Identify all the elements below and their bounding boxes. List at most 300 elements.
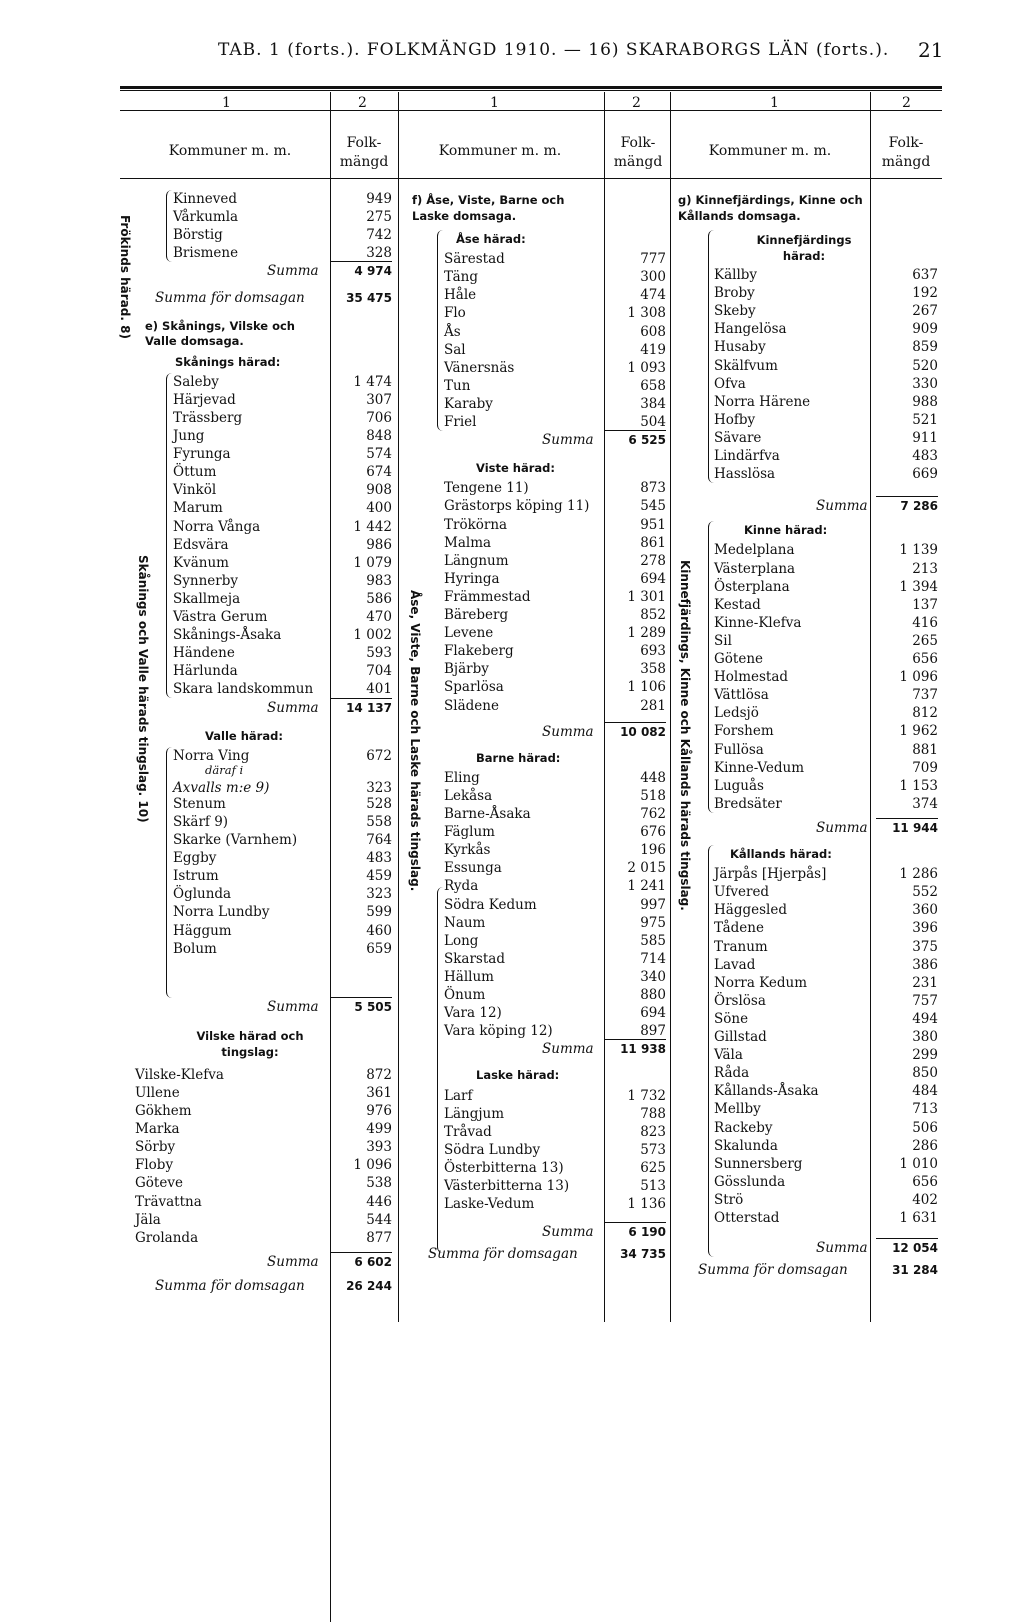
section-heading: e) Skånings, Vilske och Valle domsaga. [145, 318, 295, 348]
sum-row [440, 431, 666, 449]
commune-name: Jung [173, 428, 205, 444]
table-row [440, 497, 666, 515]
population-value: 1 136 [627, 1196, 666, 1213]
table-row [714, 1173, 938, 1191]
population-value: 483 [366, 850, 392, 867]
population-value: 265 [912, 632, 938, 649]
col-number: 2 [632, 95, 641, 111]
population-value: 949 [366, 191, 392, 207]
population-value: 307 [366, 391, 392, 408]
sum-rule [876, 496, 938, 497]
population-value: 499 [366, 1121, 392, 1138]
population-value: 393 [366, 1139, 392, 1156]
sum-rule [330, 997, 392, 998]
population-value: 709 [912, 759, 938, 776]
commune-name: Naum [444, 914, 486, 931]
sum-row [165, 262, 392, 280]
table-row [135, 1229, 392, 1247]
population-value: 396 [912, 920, 938, 937]
commune-name: Skånings-Åsaka [173, 627, 282, 644]
table-row [440, 323, 666, 341]
table-row [165, 849, 392, 867]
population-value: 951 [640, 516, 666, 533]
commune-name: Bjärby [444, 661, 489, 678]
commune-name: Täng [444, 269, 479, 286]
side-label-col1: Skånings och Valle härads tingslag. 10) [136, 555, 150, 823]
population-value: 877 [366, 1229, 392, 1246]
commune-name: Vättlösa [714, 687, 769, 704]
commune-name: Gökhem [135, 1103, 192, 1119]
commune-name: Skara landskommun [173, 681, 314, 698]
population-value: 267 [912, 303, 938, 320]
sum-row [165, 699, 392, 717]
table-row [714, 650, 938, 668]
population-value: 911 [912, 429, 938, 446]
commune-name: Bredsäter [714, 795, 782, 812]
sum-value: 4 974 [354, 264, 392, 279]
commune-name: Tråvad [444, 1123, 492, 1140]
table-row [714, 541, 938, 559]
commune-name: Flakeberg [444, 643, 514, 660]
population-value: 416 [912, 614, 938, 631]
commune-name: Jäla [135, 1211, 161, 1228]
population-value: 988 [912, 393, 938, 410]
table-row [165, 795, 392, 813]
table-row [714, 795, 938, 813]
population-value: 762 [640, 806, 666, 822]
table-row [714, 447, 938, 465]
commune-name: Önum [444, 987, 486, 1003]
population-value: 474 [640, 287, 666, 304]
commune-name: Strö [714, 1191, 744, 1208]
col-number: 1 [770, 95, 779, 111]
sum-value: 14 137 [346, 700, 392, 715]
commune-name: Fyrunga [173, 446, 231, 463]
table-row [440, 823, 666, 841]
domsaga-sum-row [428, 1245, 666, 1263]
table-row [165, 244, 392, 262]
commune-name: Gösslunda [714, 1173, 786, 1190]
table-row [440, 968, 666, 986]
table-row [440, 570, 666, 588]
population-value: 1 289 [627, 625, 666, 642]
commune-name: Hangelösa [714, 321, 787, 338]
commune-name: Eggby [173, 850, 217, 867]
table-row [440, 769, 666, 787]
commune-name: Skallmeja [173, 590, 241, 607]
table-row [440, 516, 666, 534]
sum-label: Summa [816, 1240, 868, 1257]
commune-name: Vilske-Klefva [135, 1066, 224, 1083]
table-row [165, 226, 392, 244]
sum-row [440, 1223, 666, 1241]
table-title: TAB. 1 (forts.). FOLKMÄNGD 1910. — 16) SKARABORGS LÄN (forts.). [218, 40, 890, 60]
section-heading: g) Kinnefjärdings, Kinne och Kållands domsaga. [678, 193, 863, 223]
commune-name: Husaby [714, 339, 766, 356]
commune-name: Söne [714, 1010, 749, 1027]
table-row [135, 1174, 392, 1192]
commune-name: Häggesled [714, 902, 787, 919]
population-value: 694 [640, 570, 666, 587]
commune-name: Örslösa [714, 992, 766, 1009]
commune-name: Slädene [444, 697, 499, 714]
population-value: 676 [640, 824, 666, 841]
table-row [440, 479, 666, 497]
sum-rule [876, 1238, 938, 1239]
commune-name: Skälfvum [714, 357, 778, 374]
commune-name: Trökörna [444, 516, 508, 533]
commune-name: Flo [444, 305, 466, 322]
table-row [714, 302, 938, 320]
commune-name: Södra Kedum [444, 896, 537, 913]
table-row [165, 409, 392, 427]
population-value: 300 [640, 269, 666, 286]
col-heading-pop: Folk- mängd [881, 135, 931, 170]
population-value: 909 [912, 321, 938, 338]
commune-name: Öttum [173, 464, 217, 481]
commune-name: Bolum [173, 940, 217, 957]
table-row [165, 831, 392, 849]
commune-name: Holmestad [714, 669, 789, 686]
population-value: 859 [912, 339, 938, 356]
commune-name: Medelplana [714, 542, 795, 559]
table-row [714, 266, 938, 284]
table-row [714, 614, 938, 632]
table-row [165, 499, 392, 517]
commune-name: Sunnersberg [714, 1155, 803, 1172]
commune-name: Malma [444, 534, 492, 551]
population-value: 192 [912, 285, 938, 302]
section-heading: Valle härad: [205, 728, 283, 743]
commune-name: Fullösa [714, 741, 764, 758]
population-value: 897 [640, 1023, 666, 1040]
col-number: 1 [222, 95, 231, 111]
table-row [440, 413, 666, 431]
table-row [165, 373, 392, 391]
table-row [714, 865, 938, 883]
section-heading: Vilske härad och tingslag: [196, 1028, 304, 1059]
table-row [440, 697, 666, 715]
population-value: 358 [640, 661, 666, 678]
commune-name: Västerbitterna 13) [444, 1178, 570, 1194]
table-row [714, 992, 938, 1010]
commune-name: Kyrkås [444, 842, 491, 859]
population-value: 401 [366, 681, 392, 698]
population-value: 231 [912, 974, 938, 991]
population-value: 637 [912, 267, 938, 283]
population-value: 656 [912, 1173, 938, 1190]
commune-name: Brismene [173, 245, 239, 262]
sum-label: Summa [267, 1253, 319, 1270]
population-value: 764 [366, 832, 392, 848]
sum-row [714, 819, 938, 837]
population-value: 380 [912, 1029, 938, 1045]
col-heading-pop: Folk- mängd [339, 135, 389, 170]
page-number: 21 [918, 38, 944, 62]
table-row [440, 588, 666, 606]
commune-name: Västerplana [714, 560, 796, 577]
population-value: 983 [366, 572, 392, 589]
table-row [440, 787, 666, 805]
table-row [714, 956, 938, 974]
commune-name: Kållands-Åsaka [714, 1083, 819, 1100]
population-value: 483 [912, 448, 938, 464]
population-value: 35 475 [346, 290, 392, 305]
commune-name: Karaby [444, 395, 493, 412]
table-row [714, 596, 938, 614]
commune-name: Norra Vånga [173, 518, 261, 535]
table-row [440, 1141, 666, 1159]
group-brace [166, 373, 173, 699]
table-row [440, 805, 666, 823]
commune-name: Ryda [444, 878, 479, 895]
table-row [714, 741, 938, 759]
population-value: 213 [912, 560, 938, 577]
commune-name: Källby [714, 267, 758, 283]
population-value: 504 [640, 414, 666, 430]
population-value: 706 [366, 409, 392, 426]
table-row [440, 552, 666, 570]
group-brace [166, 747, 173, 998]
table-row [714, 1010, 938, 1028]
population-value: 777 [640, 251, 666, 268]
table-row [440, 1105, 666, 1123]
sum-value: 12 054 [892, 1241, 938, 1256]
commune-name: Härjevad [173, 391, 236, 408]
commune-name: Luguås [714, 777, 764, 794]
population-value: 459 [366, 868, 392, 885]
divider [398, 92, 399, 1322]
population-value: 448 [640, 769, 666, 786]
population-value: 340 [640, 968, 666, 985]
commune-name: Synnerby [173, 572, 238, 589]
table-row [440, 286, 666, 304]
table-row [714, 1046, 938, 1064]
population-value: 593 [366, 645, 392, 662]
population-value: 402 [912, 1191, 938, 1208]
table-row [440, 660, 666, 678]
commune-name: Ås [444, 323, 461, 340]
table-row [440, 1022, 666, 1040]
population-value: 460 [366, 922, 392, 939]
commune-name: Ullene [135, 1084, 180, 1101]
table-row [165, 518, 392, 536]
population-value: 625 [640, 1159, 666, 1176]
table-row [165, 747, 392, 765]
table-row [135, 1066, 392, 1084]
table-row [714, 338, 938, 356]
table-row [714, 320, 938, 338]
table-row [440, 950, 666, 968]
population-value: 545 [640, 498, 666, 515]
population-value: 299 [912, 1047, 938, 1064]
population-value: 908 [366, 482, 392, 499]
commune-name: Floby [135, 1157, 174, 1174]
sum-rule [604, 1039, 666, 1040]
population-value: 1 002 [353, 627, 392, 644]
population-value: 573 [640, 1141, 666, 1158]
population-value: 1 241 [627, 878, 666, 895]
population-value: 286 [912, 1137, 938, 1154]
table-row [714, 759, 938, 777]
commune-name: Summa för domsagan [155, 289, 305, 306]
commune-name: Lekåsa [444, 787, 493, 804]
col-heading: Kommuner m. m. [438, 143, 562, 159]
population-value: 538 [366, 1175, 392, 1192]
commune-name: Tengene 11) [444, 480, 529, 497]
table-row [165, 481, 392, 499]
table-row [165, 391, 392, 409]
commune-name: Tun [444, 377, 471, 394]
table-row [714, 777, 938, 795]
sum-label: Summa [267, 998, 319, 1015]
commune-name: Väla [714, 1047, 743, 1064]
population-value: 513 [640, 1178, 666, 1194]
population-value: 360 [912, 902, 938, 919]
sum-label: Summa [267, 263, 319, 280]
commune-name: Summa för domsagan [698, 1262, 848, 1279]
commune-name: Rackeby [714, 1119, 773, 1136]
col-heading: Kommuner m. m. [168, 143, 292, 159]
sum-rule [604, 1222, 666, 1223]
population-value: 520 [912, 357, 938, 374]
commune-name: Norra Kedum [714, 974, 808, 991]
table-row [440, 1159, 666, 1177]
commune-name: Råda [714, 1065, 750, 1082]
table-row [714, 1137, 938, 1155]
sum-row [440, 723, 666, 741]
commune-name: Otterstad [714, 1210, 780, 1226]
population-value: 361 [366, 1084, 392, 1101]
commune-name: Larf [444, 1087, 473, 1104]
table-row [440, 877, 666, 895]
table-row [135, 1102, 392, 1120]
population-value: 31 284 [892, 1263, 938, 1278]
table-row [714, 1191, 938, 1209]
commune-name: Long [444, 932, 479, 949]
table-row [440, 932, 666, 950]
commune-name: Hofby [714, 411, 756, 428]
commune-name: Saleby [173, 373, 219, 390]
commune-name: Summa för domsagan [155, 1277, 305, 1294]
population-value: 872 [366, 1066, 392, 1083]
table-row [440, 377, 666, 395]
table-row [714, 393, 938, 411]
commune-name: Börstig [173, 227, 223, 244]
table-row [440, 395, 666, 413]
population-value: 812 [912, 705, 938, 722]
commune-name: Tranum [714, 938, 768, 955]
group-brace [708, 230, 715, 483]
commune-name: Sörby [135, 1139, 176, 1156]
population-value: 330 [912, 375, 938, 392]
commune-name: Längnum [444, 552, 509, 569]
table-row [165, 572, 392, 590]
sum-rule [330, 698, 392, 699]
population-value: 544 [366, 1211, 392, 1228]
table-row [440, 534, 666, 552]
table-row [165, 608, 392, 626]
colnum-rule [120, 110, 942, 111]
commune-name: Hasslösa [714, 466, 776, 483]
section-heading: Laske härad: [476, 1068, 560, 1083]
population-value: 713 [912, 1101, 938, 1118]
population-value: 737 [912, 687, 938, 704]
population-value: 976 [366, 1103, 392, 1119]
table-row [714, 578, 938, 596]
sum-row [714, 497, 938, 515]
table-row [714, 938, 938, 956]
commune-name: Vårkumla [173, 209, 239, 226]
commune-name: Götene [714, 651, 764, 667]
group-brace [166, 190, 173, 262]
table-row [165, 680, 392, 698]
commune-name: Tådene [714, 920, 764, 937]
population-value: 714 [640, 950, 666, 967]
sum-label: Summa [816, 819, 868, 836]
commune-name: Skeby [714, 303, 756, 320]
table-row [714, 686, 938, 704]
col-number: 2 [358, 95, 367, 111]
population-value: 2 015 [627, 860, 666, 877]
population-value: 1 301 [627, 588, 666, 605]
population-value: 419 [640, 341, 666, 358]
sum-value: 10 082 [620, 724, 666, 739]
table-row [714, 375, 938, 393]
commune-name: Gillstad [714, 1029, 767, 1045]
commune-name: Marka [135, 1121, 180, 1138]
population-value: 1 442 [353, 518, 392, 535]
table-row [135, 1193, 392, 1211]
commune-name: Kinne-Vedum [714, 759, 804, 776]
table-row [165, 626, 392, 644]
population-value: 585 [640, 932, 666, 949]
sum-rule [330, 261, 392, 262]
population-value: 137 [912, 596, 938, 613]
sum-rule [604, 722, 666, 723]
table-row [714, 722, 938, 740]
table-row [440, 606, 666, 624]
table-row [440, 896, 666, 914]
population-value: 861 [640, 534, 666, 551]
commune-name: Skarke (Varnhem) [173, 832, 298, 848]
population-value: 1 010 [899, 1155, 938, 1172]
table-row [165, 590, 392, 608]
table-row [165, 208, 392, 226]
commune-name: Järpås [Hjerpås] [714, 866, 827, 883]
table-row [714, 883, 938, 901]
population-value: 384 [640, 395, 666, 412]
population-value: 196 [640, 842, 666, 859]
table-row [440, 268, 666, 286]
commune-name: Kinne-Klefva [714, 614, 802, 631]
population-value: 386 [912, 956, 938, 973]
table-row [440, 914, 666, 932]
population-value: 1 631 [899, 1210, 938, 1226]
table-row [135, 1211, 392, 1229]
population-value: 494 [912, 1010, 938, 1027]
section-heading: Kållands härad: [730, 847, 832, 861]
population-value: 742 [366, 227, 392, 244]
table-row [714, 919, 938, 937]
commune-name: Härlunda [173, 663, 238, 680]
group-brace [437, 230, 444, 431]
population-value: 608 [640, 323, 666, 340]
table-row [714, 1028, 938, 1046]
commune-name: Levene [444, 625, 494, 642]
commune-name: Fäglum [444, 824, 495, 841]
commune-name: Forshem [714, 723, 774, 740]
